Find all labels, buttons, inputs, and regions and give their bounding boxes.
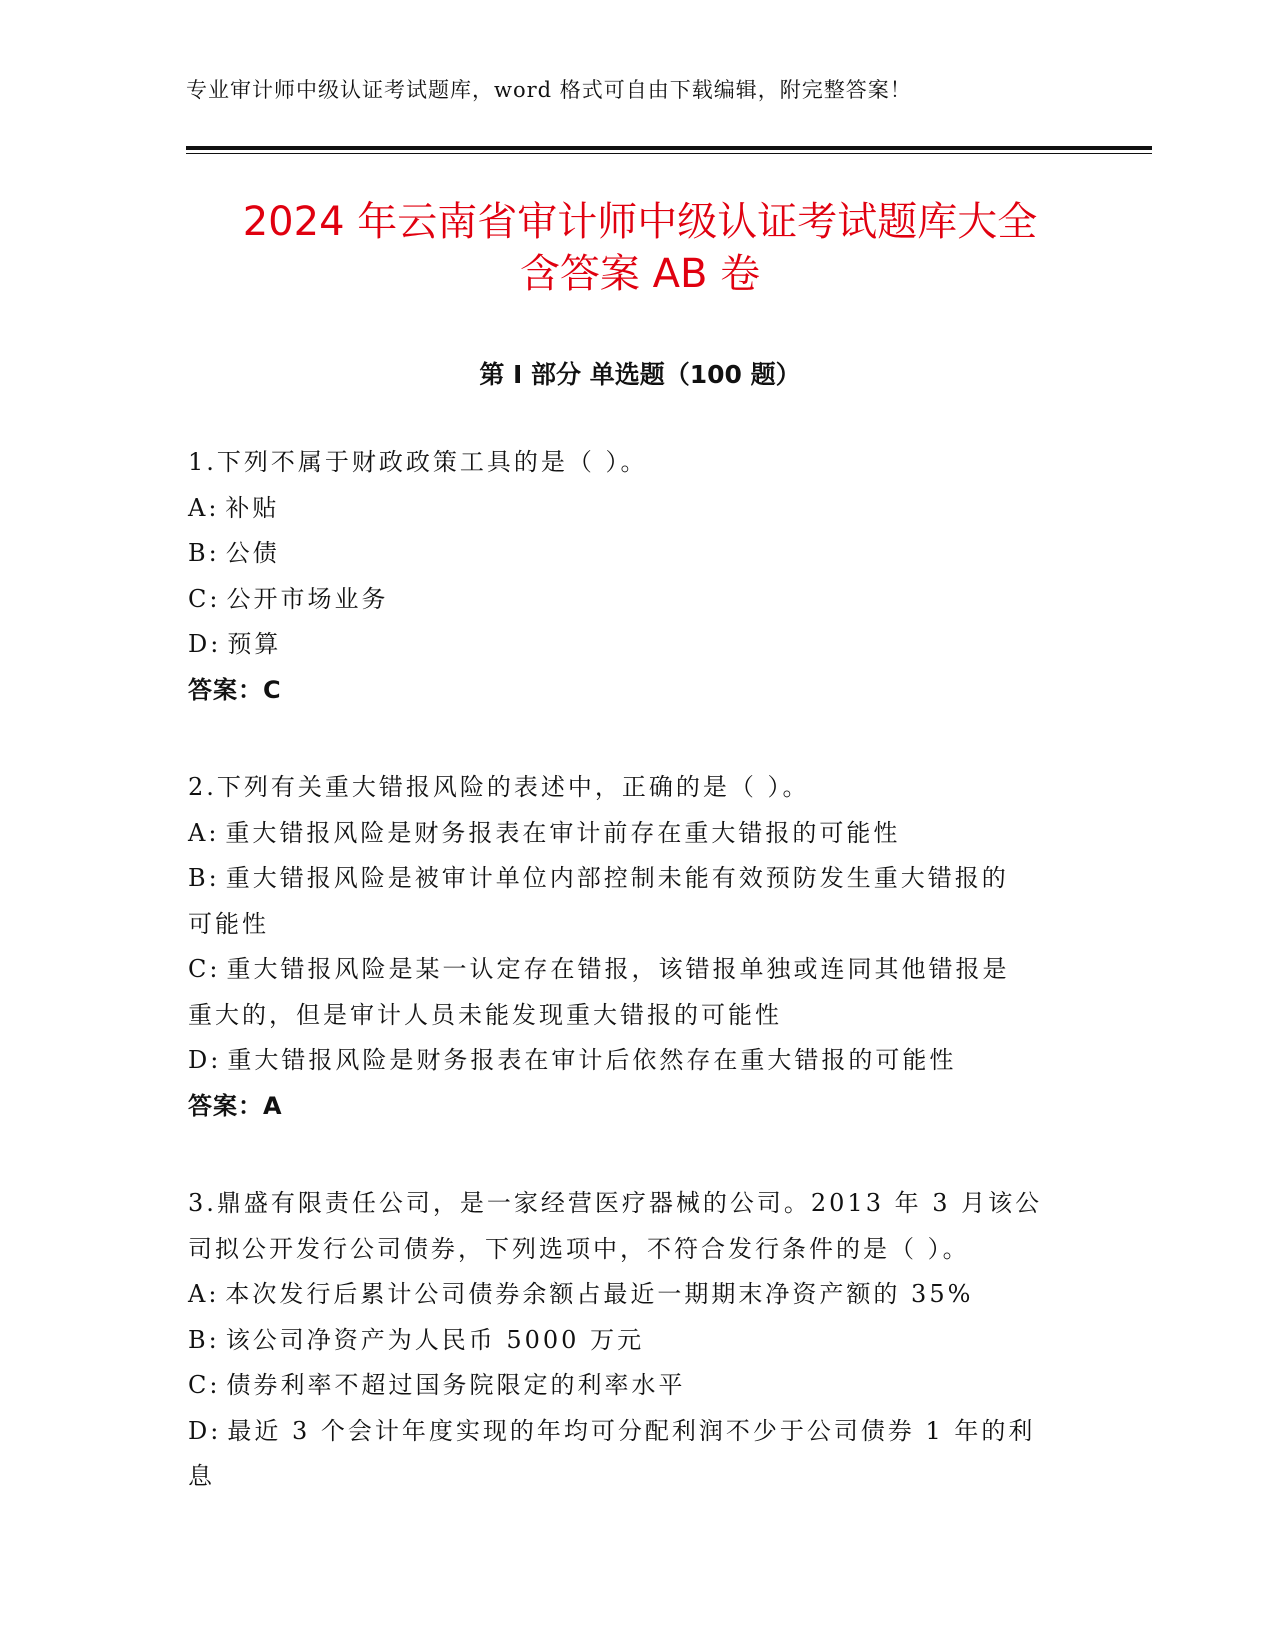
answer-line: 答案：A — [188, 1091, 283, 1120]
title-line-2: 含答案 AB 卷 — [519, 251, 761, 297]
document-title — [160, 196, 1120, 300]
option-text: 重大的，但是审计人员未能发现重大错报的可能性 — [188, 1000, 782, 1029]
option-text: 重大错报风险是被审计单位内部控制未能有效预防发生重大错报的 — [225, 864, 1009, 892]
header-note: 专业审计师中级认证考试题库，word 格式可自由下载编辑，附完整答案！ — [186, 78, 912, 102]
question-block — [188, 440, 1068, 713]
option-text: 可能性 — [188, 909, 269, 938]
option-key: C: — [188, 1371, 221, 1399]
option-key: A: — [188, 493, 220, 522]
option-text: 息 — [188, 1462, 215, 1490]
option-key: B: — [188, 539, 220, 567]
option-line — [188, 947, 1068, 993]
header-divider-thin — [186, 153, 1152, 154]
question-stem: 2.下列有关重大错报风险的表述中，正确的是（ ）。 — [188, 773, 810, 801]
option-text: 公债 — [225, 539, 280, 567]
option-line — [188, 1038, 1068, 1084]
option-line — [188, 1363, 1068, 1409]
answer-line: 答案：C — [188, 675, 282, 704]
option-line — [188, 993, 1068, 1039]
option-line — [188, 577, 1068, 623]
option-key: C: — [188, 584, 221, 613]
option-text: 预算 — [227, 630, 282, 658]
option-line — [188, 856, 1068, 902]
option-line — [188, 1454, 1068, 1500]
option-key: D: — [188, 1046, 222, 1074]
option-key: A: — [188, 818, 220, 847]
option-line — [188, 811, 1068, 857]
option-text: 重大错报风险是财务报表在审计后依然存在重大错报的可能性 — [227, 1046, 957, 1074]
header-divider-thick — [186, 146, 1152, 150]
option-line — [188, 1409, 1068, 1455]
option-key: D: — [188, 1416, 222, 1445]
option-text: 最近 3 个会计年度实现的年均可分配利润不少于公司债券 1 年的利 — [227, 1416, 1036, 1445]
question-stem: 1.下列不属于财政政策工具的是（ ）。 — [188, 448, 648, 476]
option-line — [188, 531, 1068, 577]
option-line — [188, 902, 1068, 948]
option-key: D: — [188, 630, 222, 658]
title-line-1: 2024 年云南省审计师中级认证考试题库大全 — [242, 199, 1038, 245]
option-text: 本次发行后累计公司债券余额占最近一期期末净资产额的 35% — [225, 1280, 974, 1308]
option-text: 重大错报风险是财务报表在审计前存在重大错报的可能性 — [225, 818, 901, 847]
option-key: C: — [188, 955, 221, 983]
option-line — [188, 622, 1068, 668]
question-block — [188, 765, 1068, 1129]
section-heading: 第 I 部分 单选题（100 题） — [479, 360, 801, 389]
option-text: 补贴 — [225, 493, 280, 522]
option-text: 重大错报风险是某一认定存在错报，该错报单独或连同其他错报是 — [226, 955, 1010, 983]
question-stem: 3.鼎盛有限责任公司，是一家经营医疗器械的公司。2013 年 3 月该公 — [188, 1189, 1043, 1217]
option-text: 该公司净资产为人民币 5000 万元 — [225, 1325, 645, 1354]
option-text: 债券利率不超过国务院限定的利率水平 — [226, 1371, 686, 1399]
option-line — [188, 1318, 1068, 1364]
question-block — [188, 1181, 1068, 1500]
question-list — [188, 440, 1068, 1552]
option-text: 公开市场业务 — [226, 584, 389, 613]
option-line — [188, 486, 1068, 532]
option-key: B: — [188, 1325, 220, 1354]
option-line — [188, 1272, 1068, 1318]
question-stem: 司拟公开发行公司债券，下列选项中，不符合发行条件的是（ ）。 — [188, 1234, 970, 1263]
option-key: B: — [188, 864, 220, 892]
option-key: A: — [188, 1280, 220, 1308]
